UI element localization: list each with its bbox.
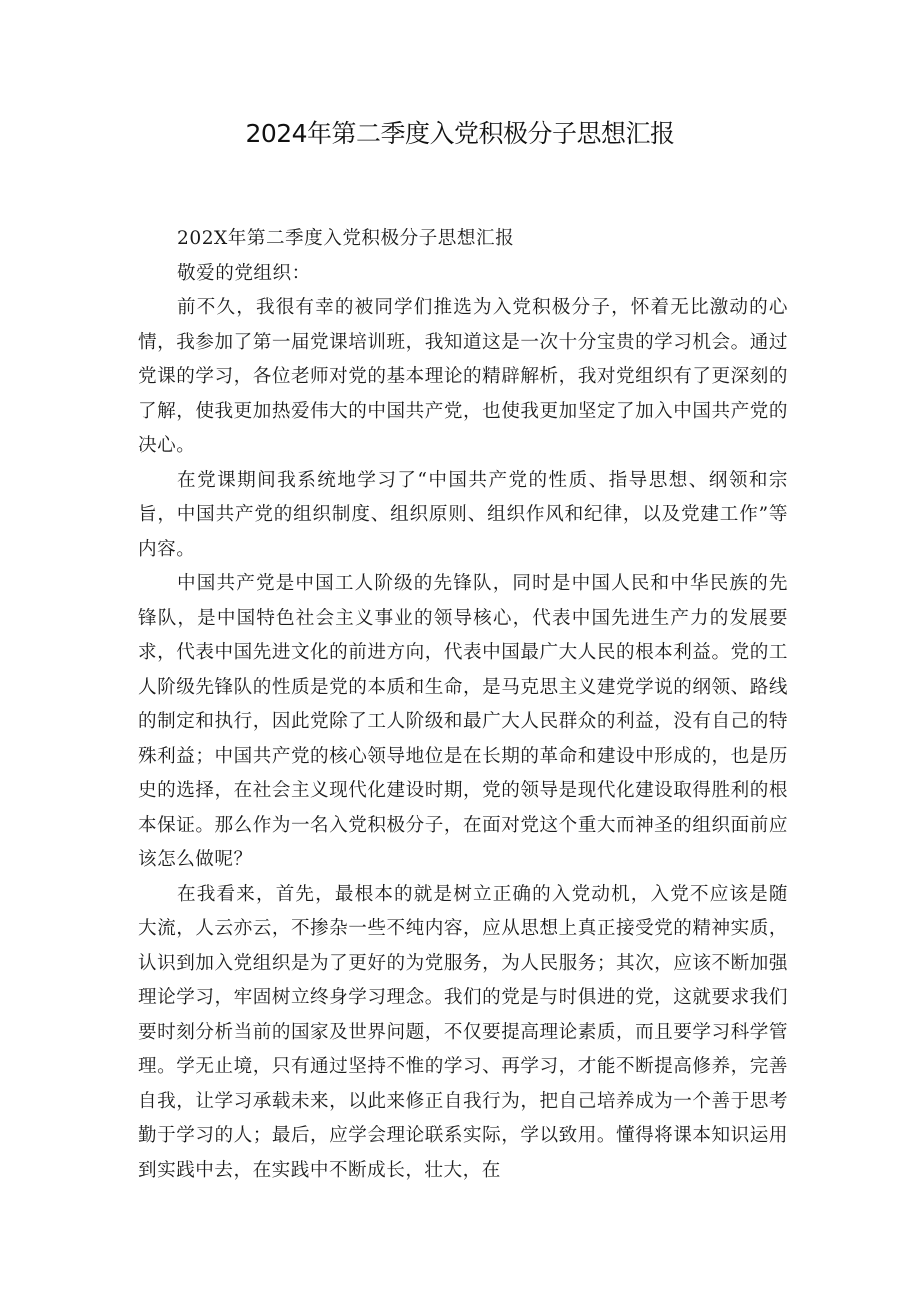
document-body [138, 222, 788, 1188]
body-paragraph: 中国共产党是中国工人阶级的先锋队，同时是中国人民和中华民族的先锋队，是中国特色社会主义事业的领导核心，代表中国先进生产力的发展要求，代表中国先进文化的前进方向，代表中国最广大人民的根本利益。党的工人阶级先锋队的性质是党的本质和生命，是马克思主义建党学说的纲领、路线的制定和执行，因此党除了工人阶级和最广大人民群众的利益，没有自己的特殊利益；中国共产党的核心领导地位是在长期的革命和建设中形成的，也是历史的选择，在社会主义现代化建设时期，党的领导是现代化建设取得胜利的根本保证。那么作为一名入党积极分子，在面对党这个重大而神圣的组织面前应该怎么做呢？ [138, 573, 788, 870]
document-subtitle: 202X年第二季度入党积极分子思想汇报 [177, 228, 515, 249]
body-paragraph: 前不久，我很有幸的被同学们推选为入党积极分子，怀着无比激动的心情，我参加了第一届党课培训班，我知道这是一次十分宝贵的学习机会。通过党课的学习，各位老师对党的基本理论的精辟解析，我对党组织有了更深刻的了解，使我更加热爱伟大的中国共产党，也使我更加坚定了加入中国共产党的决心。 [138, 297, 788, 456]
body-paragraph: 在党课期间我系统地学习了“中国共产党的性质、指导思想、纲领和宗旨，中国共产党的组织制度、组织原则、组织作风和纪律，以及党建工作”等内容。 [138, 469, 788, 560]
body-paragraph: 在我看来，首先，最根本的就是树立正确的入党动机，入党不应该是随大流，人云亦云，不掺杂一些不纯内容，应从思想上真正接受党的精神实质，认识到加入党组织是为了更好的为党服务，为人民服务；其次，应该不断加强理论学习，牢固树立终身学习理念。我们的党是与时俱进的党，这就要求我们要时刻分析当前的国家及世界问题，不仅要提高理论素质，而且要学习科学管理。学无止境，只有通过坚持不惟的学习、再学习，才能不断提高修养，完善自我，让学习承载未来，以此来修正自我行为，把自己培养成为一个善于思考勤于学习的人；最后，应学会理论联系实际，学以致用。懂得将课本知识运用到实践中去，在实践中不断成长，壮大，在 [138, 883, 788, 1181]
salutation: 敬爱的党组织： [177, 262, 311, 284]
document-title: 2024年第二季度入党积极分子思想汇报 [245, 119, 675, 148]
